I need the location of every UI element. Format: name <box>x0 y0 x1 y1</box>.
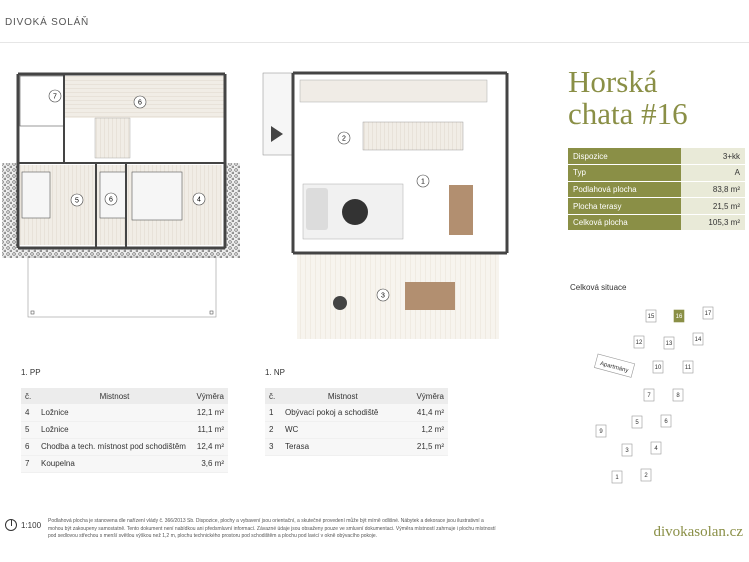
room-name: Terasa <box>281 438 405 455</box>
north-arrow-icon <box>5 519 17 531</box>
property-value: 3+kk <box>681 148 745 165</box>
property-label: Plocha terasy <box>568 198 681 215</box>
table-row <box>265 421 448 438</box>
site-plan <box>568 300 743 500</box>
pp-room-table <box>21 388 228 473</box>
site-plot-17: 17 <box>704 311 712 317</box>
room-name: Chodba a tech. místnost pod schodištěm <box>37 438 192 455</box>
site-apartmany: Apartmány <box>599 360 629 375</box>
room-number: 7 <box>21 455 37 472</box>
header-divider <box>0 42 749 43</box>
property-row <box>568 165 745 182</box>
title-line-1: Horská <box>568 64 658 99</box>
room-area: 1,2 m² <box>405 421 448 438</box>
property-value: A <box>681 165 745 182</box>
floor-plan-np <box>263 73 507 339</box>
room-label-7: 7 <box>53 93 57 101</box>
floor-plans <box>0 60 540 360</box>
table-row <box>21 438 228 455</box>
room-label-6b: 6 <box>138 99 142 107</box>
property-label: Podlahová plocha <box>568 181 681 198</box>
table-row <box>21 404 228 421</box>
table-row <box>21 421 228 438</box>
np-room-table <box>265 388 448 456</box>
room-area: 11,1 m² <box>192 421 228 438</box>
site-plot-5: 5 <box>635 420 639 426</box>
room-label-2: 2 <box>342 135 346 143</box>
np-col-number: č. <box>265 388 281 404</box>
site-plot-2: 2 <box>644 473 648 479</box>
floor-plan-pp <box>2 74 240 317</box>
site-plot-13: 13 <box>665 341 673 347</box>
property-label: Dispozice <box>568 148 681 165</box>
title-line-2: chata #16 <box>568 96 688 131</box>
site-plot-9: 9 <box>599 429 603 435</box>
property-table <box>568 148 745 231</box>
room-area: 12,4 m² <box>192 438 228 455</box>
property-row <box>568 148 745 165</box>
room-label-3: 3 <box>381 292 385 300</box>
scale-indicator <box>5 519 41 531</box>
site-plot-14: 14 <box>694 337 702 343</box>
room-number: 3 <box>265 438 281 455</box>
room-name: Ložnice <box>37 404 192 421</box>
site-plot-15: 15 <box>647 314 655 320</box>
property-label: Celková plocha <box>568 214 681 231</box>
room-label-5: 5 <box>75 197 79 205</box>
room-area: 3,6 m² <box>192 455 228 472</box>
np-col-area: Výměra <box>405 388 448 404</box>
room-name: Koupelna <box>37 455 192 472</box>
site-plot-1: 1 <box>615 475 619 481</box>
table-row <box>21 455 228 472</box>
room-name: Ložnice <box>37 421 192 438</box>
room-area: 21,5 m² <box>405 438 448 455</box>
site-plot-16: 16 <box>675 314 683 320</box>
room-number: 2 <box>265 421 281 438</box>
room-area: 12,1 m² <box>192 404 228 421</box>
room-name: Obývací pokoj a schodiště <box>281 404 405 421</box>
room-label-4: 4 <box>197 196 201 204</box>
brand-name: DIVOKÁ SOLÁŇ <box>5 17 90 28</box>
website-link[interactable]: divokasolan.cz <box>653 524 743 540</box>
property-row <box>568 214 745 231</box>
room-number: 4 <box>21 404 37 421</box>
np-heading: 1. NP <box>265 368 286 377</box>
property-value: 83,8 m² <box>681 181 745 198</box>
np-col-room: Mistnost <box>281 388 405 404</box>
pp-col-number: č. <box>21 388 37 404</box>
room-number: 6 <box>21 438 37 455</box>
site-plot-6: 6 <box>664 419 668 425</box>
site-plot-3: 3 <box>625 448 629 454</box>
property-label: Typ <box>568 165 681 182</box>
property-value: 21,5 m² <box>681 198 745 215</box>
property-row <box>568 181 745 198</box>
room-name: WC <box>281 421 405 438</box>
table-row <box>265 438 448 455</box>
site-plan-title: Celková situace <box>570 283 627 292</box>
room-label-1: 1 <box>421 178 425 186</box>
site-plot-8: 8 <box>676 393 680 399</box>
site-plot-4: 4 <box>654 446 658 452</box>
site-plot-10: 10 <box>654 365 662 371</box>
room-number: 1 <box>265 404 281 421</box>
page-title <box>568 66 688 130</box>
property-value: 105,3 m² <box>681 214 745 231</box>
site-plot-11: 11 <box>684 365 692 371</box>
site-plot-7: 7 <box>647 393 651 399</box>
room-label-6: 6 <box>109 196 113 204</box>
pp-col-area: Výměra <box>192 388 228 404</box>
room-area: 41,4 m² <box>405 404 448 421</box>
room-number: 5 <box>21 421 37 438</box>
scale-label: 1:100 <box>21 520 42 530</box>
property-row <box>568 198 745 215</box>
site-plot-12: 12 <box>635 340 643 346</box>
disclaimer-note: Podlahová plocha je stanovena dle nařízení vlády č. 366/2013 Sb. Dispozice, plochy a vybavení jsou orientační, a skutečné provedení může být mírně odlišné. Nábytek a dekorace jsou ilustrativní a mohou být zakoupeny samostatně. Tento dokument není nabídkou ani předsmluvní informací. Závazné údaje jsou obsaženy pouze ve smluvní dokumentaci. Výměra místností zahrnuje i plochu místností pod sedlovou střechou s menší světlou výškou než 1,2 m, plochu technického prostoru pod schodištěm a plochu pod lavicí v okně obývacího pokoje. <box>48 518 496 540</box>
pp-col-room: Mistnost <box>37 388 192 404</box>
pp-heading: 1. PP <box>21 368 41 377</box>
table-row <box>265 404 448 421</box>
